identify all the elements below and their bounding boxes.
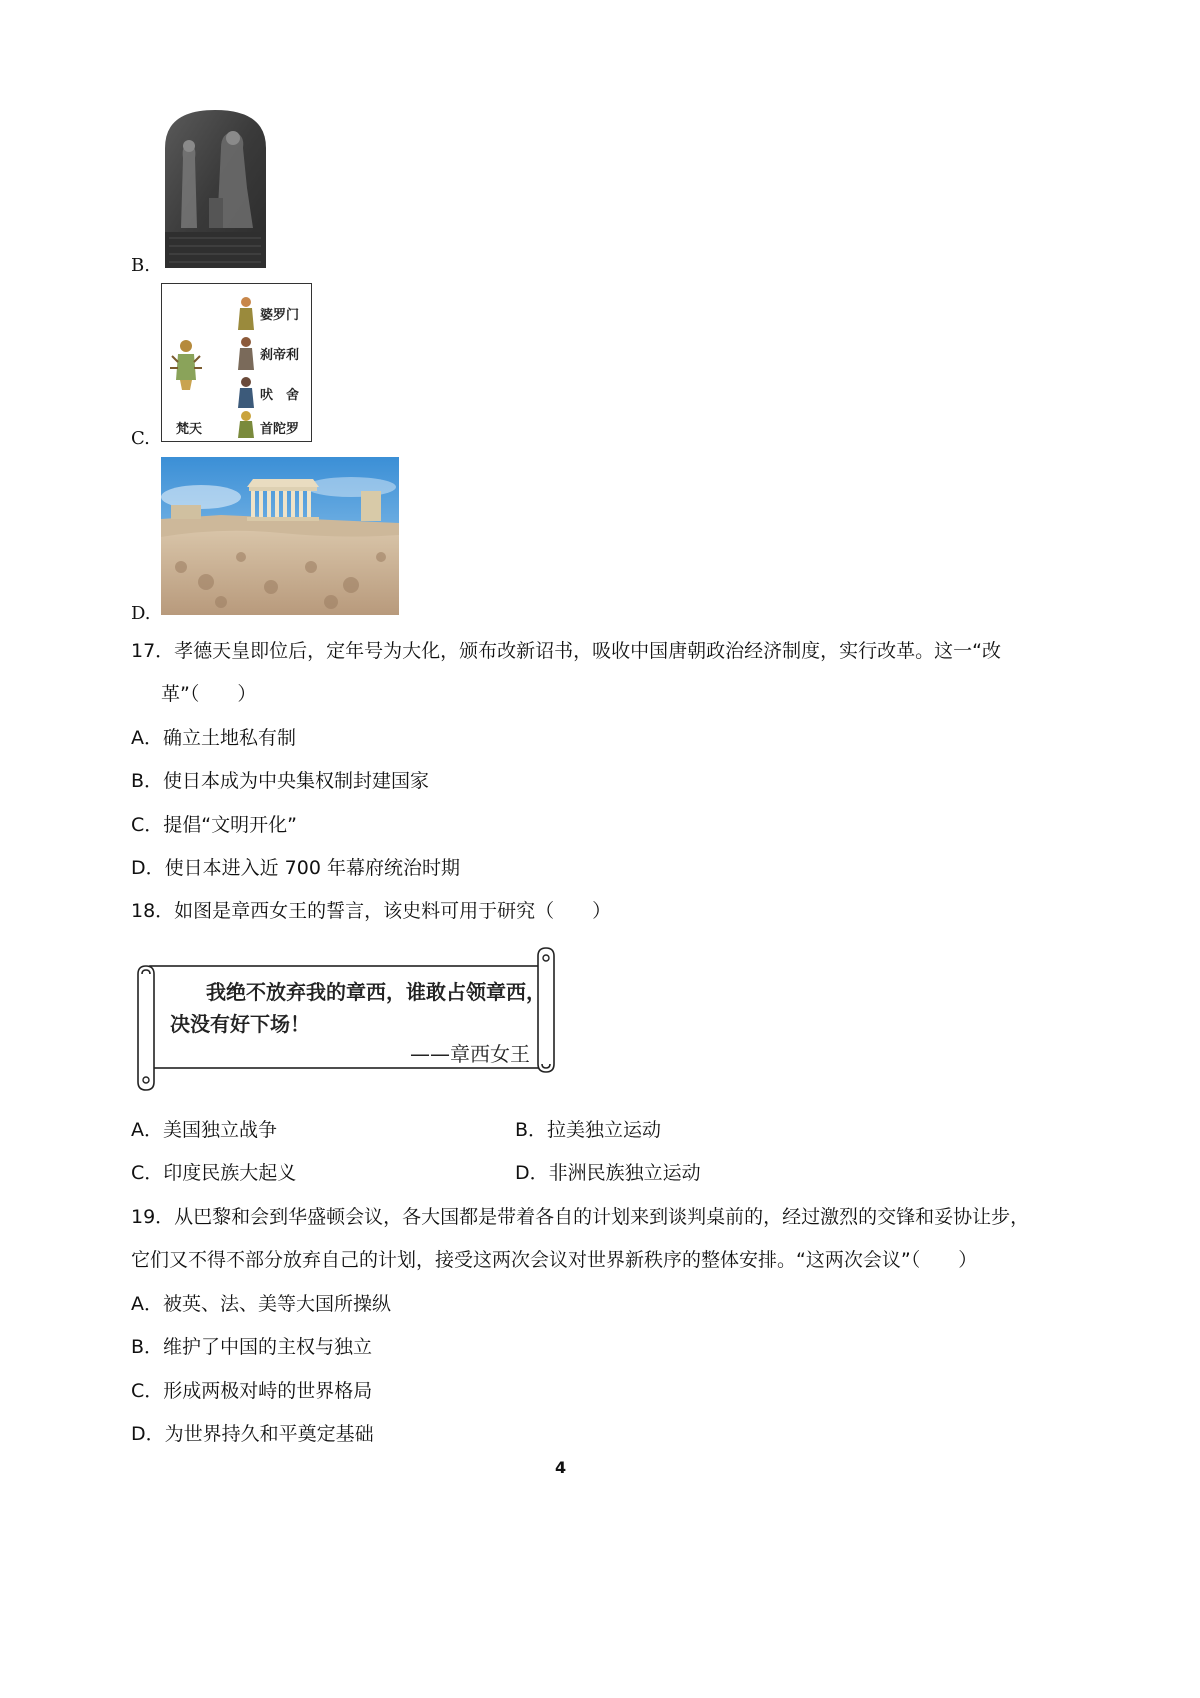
brahma-figure-icon: [170, 340, 202, 390]
q18-option-c[interactable]: C．印度民族大起义: [131, 1162, 297, 1184]
caste-label-kshatriya: 刹帝利: [260, 348, 300, 363]
q19-option-b[interactable]: B．维护了中国的主权与独立: [131, 1336, 373, 1358]
hammurabi-stele-image: [161, 108, 270, 268]
q18-option-d[interactable]: D．非洲民族独立运动: [515, 1162, 701, 1184]
q17-stem-line1: 17．孝德天皇即位后，定年号为大化，颁布改新诏书，吸收中国唐朝政治经济制度，实行改革。这一“改: [131, 640, 1002, 662]
page-number: 4: [555, 1458, 567, 1477]
india-caste-system-image: [161, 283, 312, 442]
q19-stem-line1: 19．从巴黎和会到华盛顿会议，各大国都是带着各自的计划来到谈判桌前的，经过激烈的交锋和妥协让步，: [131, 1206, 1030, 1228]
option-b-letter: B.: [131, 255, 150, 276]
q17-option-d[interactable]: D．使日本进入近 700 年幕府统治时期: [131, 857, 460, 879]
q18-stem: 18．如图是章西女王的誓言，该史料可用于研究（ ）: [131, 900, 612, 922]
scroll-quote-line2: 决没有好下场！: [170, 1012, 310, 1036]
scroll-quote-image: [134, 946, 558, 1092]
caste-label-shudra: 首陀罗: [260, 422, 300, 437]
scroll-quote-signature: ——章西女王: [410, 1042, 530, 1066]
q17-option-a[interactable]: A．确立土地私有制: [131, 727, 296, 749]
q18-option-a[interactable]: A．美国独立战争: [131, 1119, 277, 1141]
option-d-letter: D.: [131, 603, 151, 624]
option-c-letter: C.: [131, 428, 150, 449]
q19-option-a[interactable]: A．被英、法、美等大国所操纵: [131, 1293, 391, 1315]
caste-figures-icon: [238, 297, 254, 438]
q19-stem-line2: 它们又不得不部分放弃自己的计划，接受这两次会议对世界新秩序的整体安排。“这两次会议”（ ）: [131, 1249, 978, 1271]
q17-option-c[interactable]: C．提倡“文明开化”: [131, 814, 297, 836]
q19-option-d[interactable]: D．为世界持久和平奠定基础: [131, 1423, 374, 1445]
deity-label-brahma: 梵天: [176, 422, 203, 437]
scroll-quote-line1: 我绝不放弃我的章西，谁敢占领章西，: [206, 980, 546, 1004]
q18-option-b[interactable]: B．拉美独立运动: [515, 1119, 662, 1141]
caste-label-vaishya: 吠 舍: [260, 388, 300, 403]
caste-label-brahmin: 婆罗门: [260, 308, 300, 323]
athens-parthenon-image: [161, 457, 399, 615]
q17-option-b[interactable]: B．使日本成为中央集权制封建国家: [131, 770, 430, 792]
q19-option-c[interactable]: C．形成两极对峙的世界格局: [131, 1380, 373, 1402]
q17-stem-line2: 革”（ ）: [161, 683, 257, 705]
